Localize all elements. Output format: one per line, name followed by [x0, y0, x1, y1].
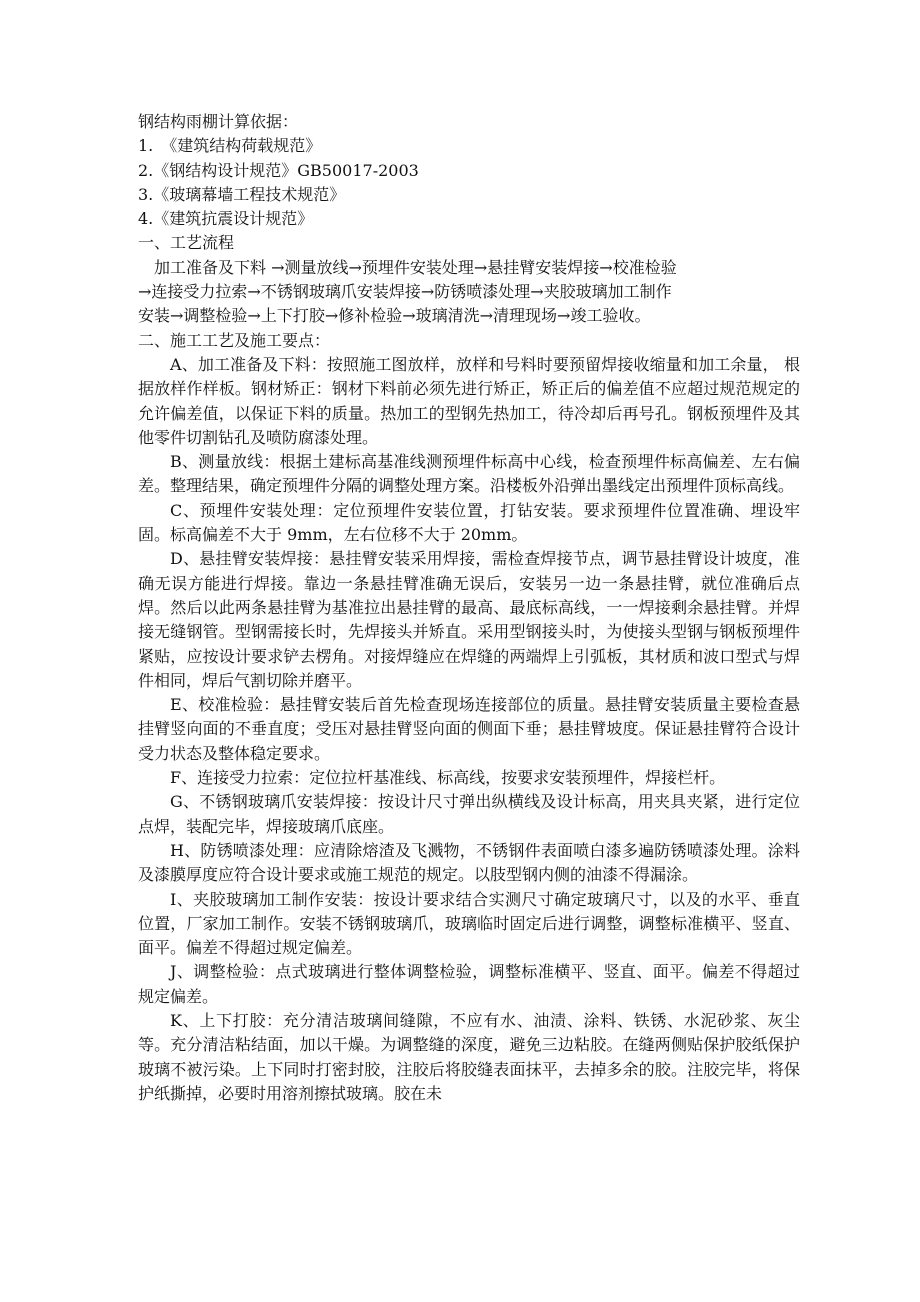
construction-item-e: E、校准检验：悬挂臂安装后首先检查现场连接部位的质量。悬挂臂安装质量主要检查悬挂臂竖向面的不垂直度；受压对悬挂臂竖向面的侧面下垂；悬挂臂坡度。保证悬挂臂符合设计受力状态及整体稳定要求。 — [138, 695, 800, 763]
construction-item-c: C、预埋件安装处理：定位预埋件安装位置，打钻安装。要求预埋件位置准确、埋设牢固。标高偏差不大于 9mm，左右位移不大于 20mm。 — [138, 500, 800, 545]
document-title: 钢结构雨棚计算依据： — [138, 112, 299, 131]
section-heading-construction-points: 二、施工工艺及施工要点： — [138, 330, 331, 350]
reference-item-3: 3.《玻璃幕墙工程技术规范》 — [138, 184, 346, 204]
section-process-flow — [138, 231, 800, 328]
reference-item-2: 2.《钢结构设计规范》GB50017-2003 — [138, 160, 419, 180]
construction-item-i: I、夹胶玻璃加工制作安装：按设计要求结合实测尺寸确定玻璃尺寸，以及的水平、垂直位置，厂家加工制作。安装不锈钢玻璃爪，玻璃临时固定后进行调整，调整标准横平、竖直、面平。偏差不得超过规定偏差。 — [138, 889, 800, 958]
document-page — [138, 110, 800, 1106]
reference-list — [138, 134, 800, 231]
process-flow-line-2: →连接受力拉索→不锈钢玻璃爪安装焊接→防锈喷漆处理→夹胶玻璃加工制作 — [138, 282, 672, 302]
construction-item-a: A、加工准备及下料：按照施工图放样，放样和号料时要预留焊接收缩量和加工余量， 根据放样作样板。钢材矫正：钢材下料前必须先进行矫正，矫正后的偏差值不应超过规范规定的允许偏差值，以保证下料的质量。热加工的型钢先热加工，待冷却后再号孔。钢板预埋件及其他零件切割钻孔及喷防腐漆处理。 — [138, 354, 800, 447]
construction-item-g: G、不锈钢玻璃爪安装焊接：按设计尺寸弹出纵横线及设计标高，用夹具夹紧，进行定位点焊，装配完毕，焊接玻璃爪底座。 — [138, 792, 800, 836]
construction-item-f: F、连接受力拉索：定位拉杆基准线、标高线，按要求安装预埋件，焊接栏杆。 — [170, 768, 726, 788]
construction-item-k: K、上下打胶：充分清洁玻璃间缝隙，不应有水、油渍、涂料、铁锈、水泥砂浆、灰尘等。充分清洁粘结面，加以干燥。为调整缝的深度，避免三边粘胶。在缝两侧贴保护胶纸保护玻璃不被污染。上下同时打密封胶，注胶后将胶缝表面抹平，去掉多余的胶。注胶完毕，将保护纸撕掉，必要时用溶剂擦拭玻璃。胶在未 — [138, 1010, 800, 1103]
process-flow-text — [138, 256, 800, 329]
reference-item-1: 1. 《建筑结构荷载规范》 — [138, 136, 322, 156]
construction-item-h: H、防锈喷漆处理：应清除熔渣及飞溅物，不锈钢件表面喷白漆多遍防锈喷漆处理。涂料及漆膜厚度应符合设计要求或施工规范的规定。以肢型钢内侧的油漆不得漏涂。 — [138, 840, 800, 885]
construction-item-b: B、测量放线：根据土建标高基准线测预埋件标高中心线，检查预埋件标高偏差、左右偏差。整理结果，确定预埋件分隔的调整处理方案。沿楼板外沿弹出墨线定出预埋件顶标高线。 — [138, 452, 800, 496]
process-flow-line-3: 安装→调整检验→上下打胶→修补检验→玻璃清洗→清理现场→竣工验收。 — [138, 306, 651, 326]
section-construction-points — [138, 329, 800, 1107]
reference-item-4: 4.《建筑抗震设计规范》 — [138, 209, 314, 229]
process-flow-line-1: 加工准备及下料 →测量放线→预埋件安装处理→悬挂臂安装焊接→校准检验 — [138, 257, 677, 277]
construction-item-d: D、悬挂臂安装焊接：悬挂臂安装采用焊接，需检查焊接节点，调节悬挂臂设计坡度，准确无误方能进行焊接。靠边一条悬挂臂准确无误后，安装另一边一条悬挂臂，就位准确后点焊。然后以此两条悬挂臂为基准拉出悬挂臂的最高、最底标高线，一一焊接剩余悬挂臂。并焊接无缝钢管。型钢需接长时，先焊接头并矫直。采用型钢接头时，为使接头型钢与钢板预埋件紧贴，应按设计要求铲去楞角。对接焊缝应在焊缝的两端焊上引弧板，其材质和波口型式与焊件相同，焊后气割切除并磨平。 — [138, 549, 800, 690]
section-heading-process-flow: 一、工艺流程 — [138, 233, 235, 253]
construction-item-j: J、调整检验：点式玻璃进行整体调整检验，调整标准横平、竖直、面平。偏差不得超过规定偏差。 — [138, 962, 800, 1006]
